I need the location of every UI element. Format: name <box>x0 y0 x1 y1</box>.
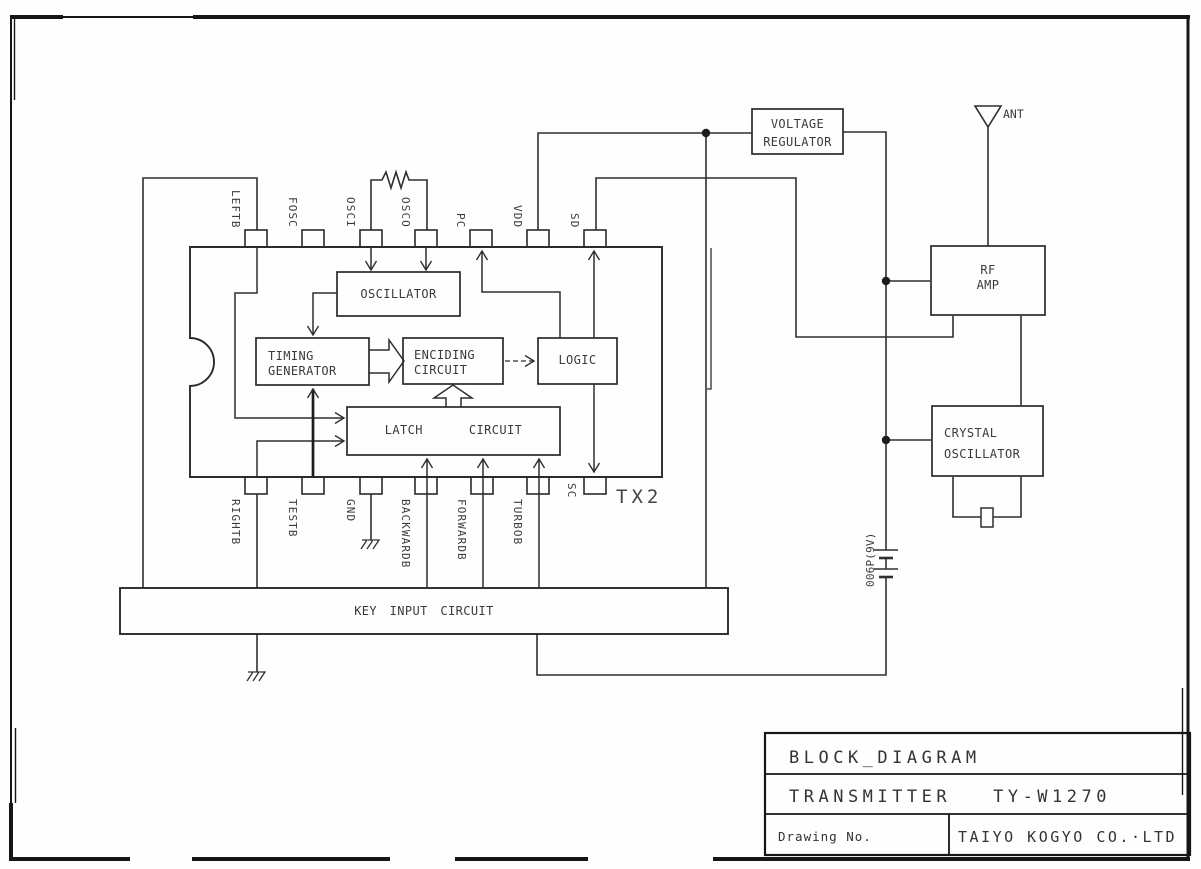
amp-line: AMP <box>976 278 1000 292</box>
timing-line2: GENERATOR <box>268 363 337 378</box>
rf-line: RF <box>980 263 996 277</box>
wire-double-artifact <box>707 248 711 389</box>
pin-label-osco: OSCO <box>399 197 412 228</box>
logic-label: LOGIC <box>558 353 597 367</box>
wire-crystal-legs <box>953 477 1021 517</box>
pin-label-fosc: FOSC <box>286 197 299 228</box>
pin-leftb <box>245 230 267 247</box>
timing-generator-label <box>268 349 337 378</box>
oscillator-label: OSCILLATOR <box>360 287 437 301</box>
pin-label-pc: PC <box>454 213 467 229</box>
pin-label-forwardb: FORWARDB <box>455 499 468 561</box>
crystal-line: CRYSTAL <box>944 426 998 440</box>
pin-label-backwardb: BACKWARDB <box>399 499 412 569</box>
pin-label-testb: TESTB <box>286 499 299 538</box>
wires <box>143 127 1021 675</box>
pin-label-rightb: RIGHTB <box>229 499 242 546</box>
pin-fosc <box>302 230 324 247</box>
arrow-logic-pc <box>482 251 560 338</box>
voltage-regulator-label <box>752 115 843 151</box>
key-input-circuit-label: KEY INPUT CIRCUIT <box>354 604 494 618</box>
arrow-leftb-latch <box>235 248 344 418</box>
antenna-icon <box>975 106 1001 127</box>
timing-line1: TIMING <box>268 349 314 363</box>
pin-label-leftb: LEFTB <box>229 190 242 229</box>
pin-label-sc: SC <box>565 483 578 499</box>
pin-forwardb <box>471 477 493 494</box>
pin-testb <box>302 477 324 494</box>
pin-label-vdd: VDD <box>511 205 524 229</box>
enciding-line2: CIRCUIT <box>414 362 468 377</box>
pin-label-osci: OSCI <box>344 197 357 228</box>
crystal-osc-line: OSCILLATOR <box>944 446 1021 461</box>
regulator-line: REGULATOR <box>763 135 832 149</box>
wire-supply-rail <box>843 132 886 550</box>
latch-word2: CIRCUIT <box>468 423 523 437</box>
pin-turbob <box>527 477 549 494</box>
rf-amp-label <box>931 263 1045 293</box>
ic-bottom-pins <box>245 477 606 494</box>
wire-sd-rfamp <box>596 178 953 337</box>
drawing-subtitle <box>789 787 1111 807</box>
voltage-line: VOLTAGE <box>770 117 825 131</box>
product-name: TRANSMITTER <box>789 787 952 807</box>
enciding-line1: ENCIDING <box>414 348 475 362</box>
battery-label: 006P(9V) <box>864 532 877 587</box>
arrow-oscillator-timing <box>313 293 337 335</box>
crystal-icon <box>981 508 993 527</box>
ic-top-pins <box>245 230 606 247</box>
model-number: TY-W1270 <box>993 787 1111 807</box>
ground-icon-gnd-pin <box>361 540 379 549</box>
pin-rightb <box>245 477 267 494</box>
antenna-label: ANT <box>1003 107 1024 121</box>
pin-osci <box>360 230 382 247</box>
ground-icon-key-input <box>247 672 265 681</box>
arrow-rightb-latch <box>257 441 344 476</box>
drawing-no-label: Drawing No. <box>778 829 872 844</box>
symbols <box>247 106 1001 681</box>
pin-label-gnd: GND <box>344 499 357 523</box>
pin-pc <box>470 230 492 247</box>
pin-sc <box>584 477 606 494</box>
bus-timing-enciding <box>369 340 404 382</box>
crystal-oscillator-label <box>944 423 1020 464</box>
pin-backwardb <box>415 477 437 494</box>
company-name: TAIYO KOGYO CO.·LTD <box>958 828 1178 846</box>
latch-word1: LATCH <box>384 423 423 437</box>
latch-circuit-label <box>347 423 560 438</box>
bus-latch-enciding <box>434 385 472 407</box>
wire-battery-return <box>537 577 886 675</box>
pin-vdd <box>527 230 549 247</box>
pin-sd <box>584 230 606 247</box>
function-blocks <box>120 109 1045 634</box>
ic-designator: TX2 <box>616 486 663 508</box>
pin-osco <box>415 230 437 247</box>
pin-label-sd: SD <box>568 213 581 229</box>
pin-label-turbob: TURBOB <box>511 499 524 546</box>
drawing-title: BLOCK_DIAGRAM <box>789 748 981 768</box>
enciding-circuit-label <box>414 348 475 377</box>
pin-gnd <box>360 477 382 494</box>
